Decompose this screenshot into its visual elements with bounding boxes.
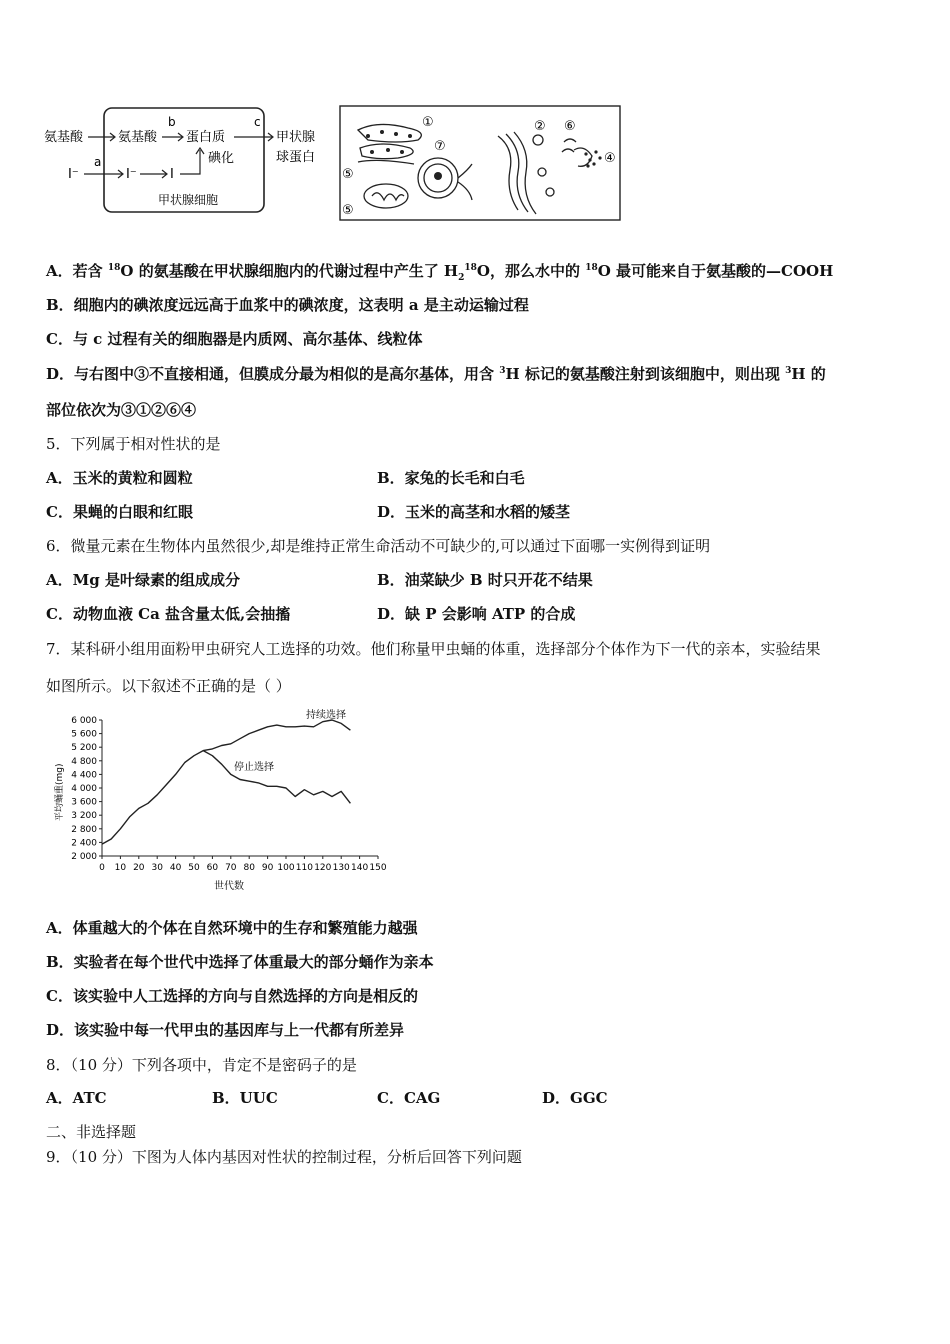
figure-organelles — [338, 100, 624, 226]
amino-acid-inside: 氨基酸 — [118, 130, 158, 145]
q4-option-b: B．细胞内的碘浓度远远高于血浆中的碘浓度，这表明 a 是主动运输过程 — [46, 296, 529, 314]
x-tick-label: 140 — [351, 863, 369, 873]
q8-option-c: C．CAG — [377, 1089, 441, 1107]
figure-thyroid-cell — [40, 100, 340, 230]
series-line-stopped-selection — [203, 751, 350, 804]
q4-option-d-cont: 部位依次为③①②⑥④ — [46, 401, 197, 419]
x-tick-label: 60 — [206, 863, 219, 873]
x-tick-label: 70 — [225, 863, 237, 873]
y-tick-label: 4 000 — [71, 784, 97, 794]
q6-option-b: B．油菜缺少 B 时只开花不结果 — [377, 571, 593, 589]
y-tick-label: 5 200 — [71, 743, 97, 754]
marker-6: ⑥ — [564, 119, 576, 134]
iodide-outside: I⁻ — [68, 167, 79, 182]
iodination-label: 碘化 — [208, 151, 235, 166]
y-tick-label: 2 800 — [71, 824, 97, 835]
marker-3: ③ — [522, 218, 523, 219]
y-tick-label: 6 000 — [71, 716, 97, 726]
y-tick-label: 3 600 — [71, 797, 97, 808]
thyroglobulin-label-1: 甲状腺 — [276, 130, 316, 145]
series-label-continued: 持续选择 — [306, 710, 346, 721]
q7-stem-2: 如图所示。以下叙述不正确的是（ ） — [46, 677, 291, 695]
y-tick-label: 5 600 — [71, 729, 97, 740]
amino-acid-outside: 氨基酸 — [44, 130, 84, 145]
q4-option-a: A．若含 $^{18}$O 的氨基酸在甲状腺细胞内的代谢过程中产生了 $H_2^{18}O$，那么水中的 $^{18}$O 最可能来自于氨基酸的—COOH — [46, 262, 834, 283]
x-tick-label: 150 — [369, 863, 387, 873]
x-tick-label: 120 — [314, 863, 332, 873]
marker-5a: ⑤ — [342, 167, 354, 182]
organelle-box — [340, 106, 620, 220]
series-label-stopped: 停止选择 — [234, 762, 274, 773]
q7-option-c: C．该实验中人工选择的方向与自然选择的方向是相反的 — [46, 987, 418, 1005]
q8-option-d: D．GGC — [542, 1089, 608, 1107]
protein-label: 蛋白质 — [186, 130, 226, 145]
marker-7: ⑦ — [434, 139, 446, 154]
x-tick-label: 20 — [133, 863, 145, 873]
q5-option-c: C．果蝇的白眼和红眼 — [46, 503, 193, 521]
marker-5b: ⑤ — [342, 203, 354, 218]
y-axis-label: 平均蛹重(mg) — [55, 763, 65, 821]
section-heading: 二、非选择题 — [46, 1123, 137, 1141]
y-tick-label: 2 400 — [71, 838, 97, 849]
q8-stem: 8．（10 分）下列各项中，肯定不是密码子的是 — [46, 1056, 357, 1074]
q4-option-c: C．与 c 过程有关的细胞器是内质网、高尔基体、线粒体 — [46, 330, 423, 348]
q5-stem: 5．下列属于相对性状的是 — [46, 435, 221, 453]
x-tick-label: 40 — [169, 863, 182, 873]
q6-option-d: D．缺 P 会影响 ATP 的合成 — [377, 605, 576, 623]
series-line-continued-selection — [102, 720, 350, 844]
pupa-weight-chart — [44, 706, 389, 896]
label-b: b — [168, 115, 176, 129]
thyroglobulin-label-2: 球蛋白 — [276, 150, 316, 165]
x-axis-label: 世代数 — [214, 881, 244, 892]
y-tick-label: 3 200 — [71, 811, 97, 822]
x-tick-label: 130 — [332, 863, 350, 873]
q7-option-a: A．体重越大的个体在自然环境中的生存和繁殖能力越强 — [46, 919, 418, 937]
y-tick-label: 4 800 — [71, 756, 97, 767]
q9-stem: 9．（10 分）下图为人体内基因对性状的控制过程，分析后回答下列问题 — [46, 1148, 522, 1166]
label-c: c — [254, 115, 261, 129]
x-tick-label: 110 — [295, 863, 313, 873]
x-tick-label: 0 — [99, 863, 105, 873]
y-tick-label: 2 000 — [71, 852, 97, 862]
q6-option-c: C．动物血液 Ca 盐含量太低,会抽搐 — [46, 605, 291, 623]
q5-option-a: A．玉米的黄粒和圆粒 — [46, 469, 193, 487]
q7-stem-1: 7．某科研小组用面粉甲虫研究人工选择的功效。他们称量甲虫蛹的体重，选择部分个体作为下一代的亲本，实验结果 — [46, 640, 821, 658]
x-tick-label: 100 — [277, 863, 295, 873]
iodide-inside: I⁻ — [126, 167, 137, 182]
q5-option-b: B．家兔的长毛和白毛 — [377, 469, 525, 487]
x-tick-label: 30 — [151, 863, 163, 873]
x-tick-label: 90 — [261, 863, 274, 873]
x-tick-label: 80 — [243, 863, 255, 873]
q6-stem: 6．微量元素在生物体内虽然很少,却是维持正常生命活动不可缺少的,可以通过下面哪一实例得到证明 — [46, 537, 711, 555]
marker-1: ① — [422, 115, 434, 130]
q6-option-a: A．Mg 是叶绿素的组成成分 — [46, 571, 240, 589]
q4-option-d: D．与右图中③不直接相通，但膜成分最为相似的是高尔基体，用含 $^3$H 标记的氨基酸注射到该细胞中，则出现 $^3$H 的 — [46, 365, 826, 383]
q7-option-d: D．该实验中每一代甲虫的基因库与上一代都有所差异 — [46, 1021, 405, 1039]
x-tick-label: 10 — [114, 863, 127, 873]
label-a: a — [94, 155, 102, 169]
x-tick-label: 50 — [188, 863, 200, 873]
q8-option-a: A．ATC — [46, 1089, 107, 1107]
marker-2: ② — [534, 119, 546, 134]
q8-option-b: B．UUC — [212, 1089, 278, 1107]
q7-option-b: B．实验者在每个世代中选择了体重最大的部分蛹作为亲本 — [46, 953, 434, 971]
marker-4: ④ — [604, 151, 616, 166]
iodine-label: I — [170, 167, 174, 182]
cell-label: 甲状腺细胞 — [158, 193, 219, 207]
q5-option-d: D．玉米的高茎和水稻的矮茎 — [377, 503, 571, 521]
y-tick-label: 4 400 — [71, 770, 97, 781]
